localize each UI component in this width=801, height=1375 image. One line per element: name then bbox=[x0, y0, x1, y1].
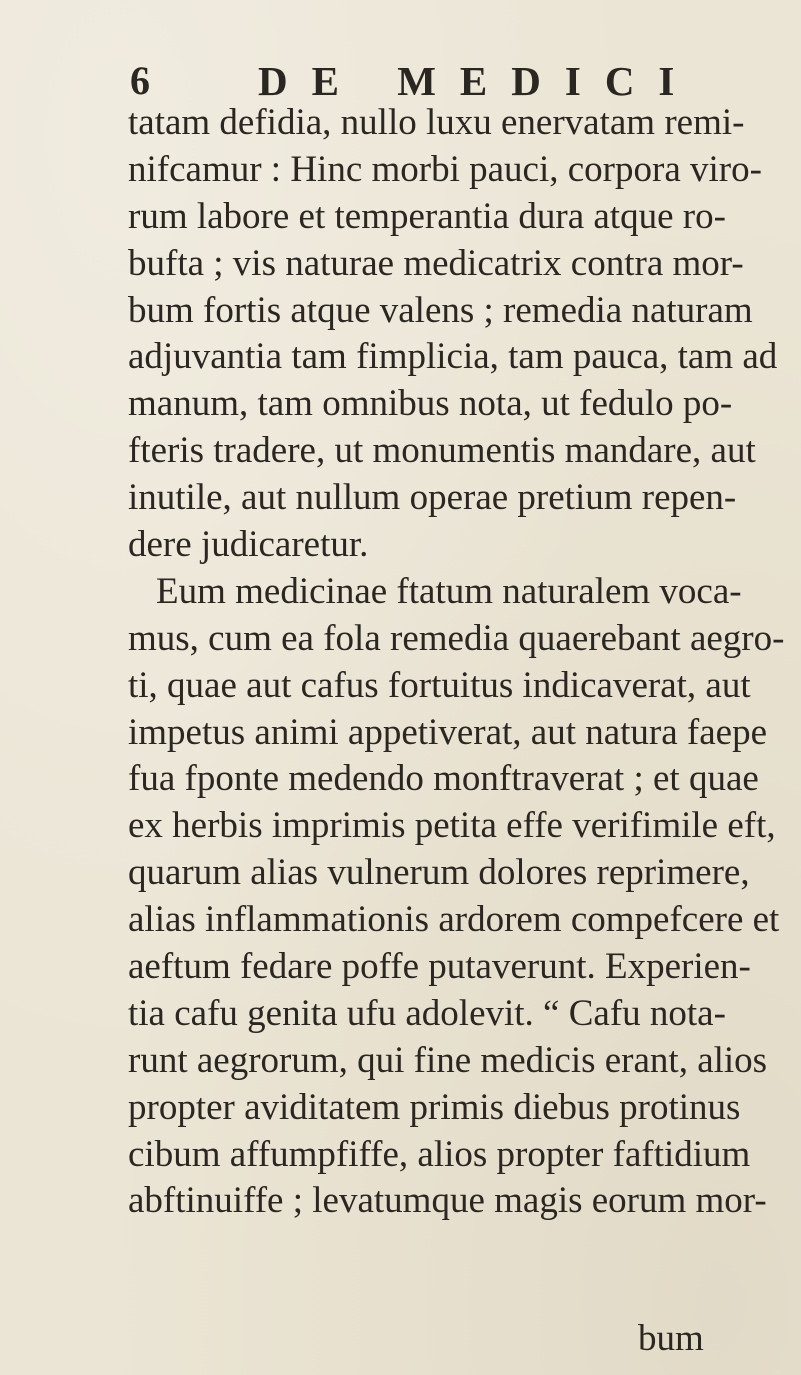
text-line: adjuvantia tam fimplicia, tam pauca, tam ad bbox=[128, 336, 778, 378]
text-line: fteris tradere, ut monumentis mandare, aut bbox=[128, 430, 756, 472]
text-line: ti, quae aut cafus fortuitus indicaverat, aut bbox=[128, 664, 751, 706]
text-line: bufta ; vis naturae medicatrix contra mor- bbox=[128, 242, 744, 284]
text-line: rum labore et temperantia dura atque ro- bbox=[128, 195, 726, 237]
text-line: quarum alias vulnerum dolores reprimere, bbox=[128, 852, 750, 894]
text-line: abftinuiffe ; levatumque magis eorum mor- bbox=[128, 1180, 767, 1222]
text-line: ex herbis imprimis petita effe verifimile eft, bbox=[128, 805, 776, 847]
text-line: aeftum fedare poffe putaverunt. Experien- bbox=[128, 946, 751, 988]
text-line: cibum affumpfiffe, alios propter faftidium bbox=[128, 1133, 751, 1175]
text-line: manum, tam omnibus nota, ut fedulo po- bbox=[128, 383, 733, 425]
page-number: 6 bbox=[130, 58, 150, 103]
page-header bbox=[0, 56, 801, 106]
text-line: mus, cum ea fola remedia quaerebant aegro- bbox=[128, 617, 785, 659]
text-line: tia cafu genita ufu adolevit. “ Cafu nota- bbox=[128, 992, 726, 1034]
text-line: propter aviditatem primis diebus protinus bbox=[128, 1086, 741, 1128]
text-line: fua fponte medendo monftraverat ; et quae bbox=[128, 758, 759, 800]
body-text bbox=[128, 100, 785, 1225]
text-line: bum fortis atque valens ; remedia naturam bbox=[128, 289, 753, 331]
text-line: runt aegrorum, qui fine medicis erant, alios bbox=[128, 1039, 768, 1081]
catchword: bum bbox=[638, 1318, 704, 1359]
paragraph-start-line: Eum medicinae ftatum naturalem voca- bbox=[156, 570, 742, 612]
text-line: inutile, aut nullum operae pretium repen- bbox=[128, 477, 737, 519]
text-line: impetus animi appetiverat, aut natura faepe bbox=[128, 711, 768, 753]
paragraph-end-line: dere judicaretur. bbox=[128, 524, 369, 566]
running-head: DE MEDICI bbox=[258, 58, 699, 104]
text-line: nifcamur : Hinc morbi pauci, corpora viro- bbox=[128, 148, 762, 190]
text-line: alias inflammationis ardorem compefcere et bbox=[128, 899, 780, 941]
text-line: tatam defidia, nullo luxu enervatam remi- bbox=[128, 102, 745, 143]
